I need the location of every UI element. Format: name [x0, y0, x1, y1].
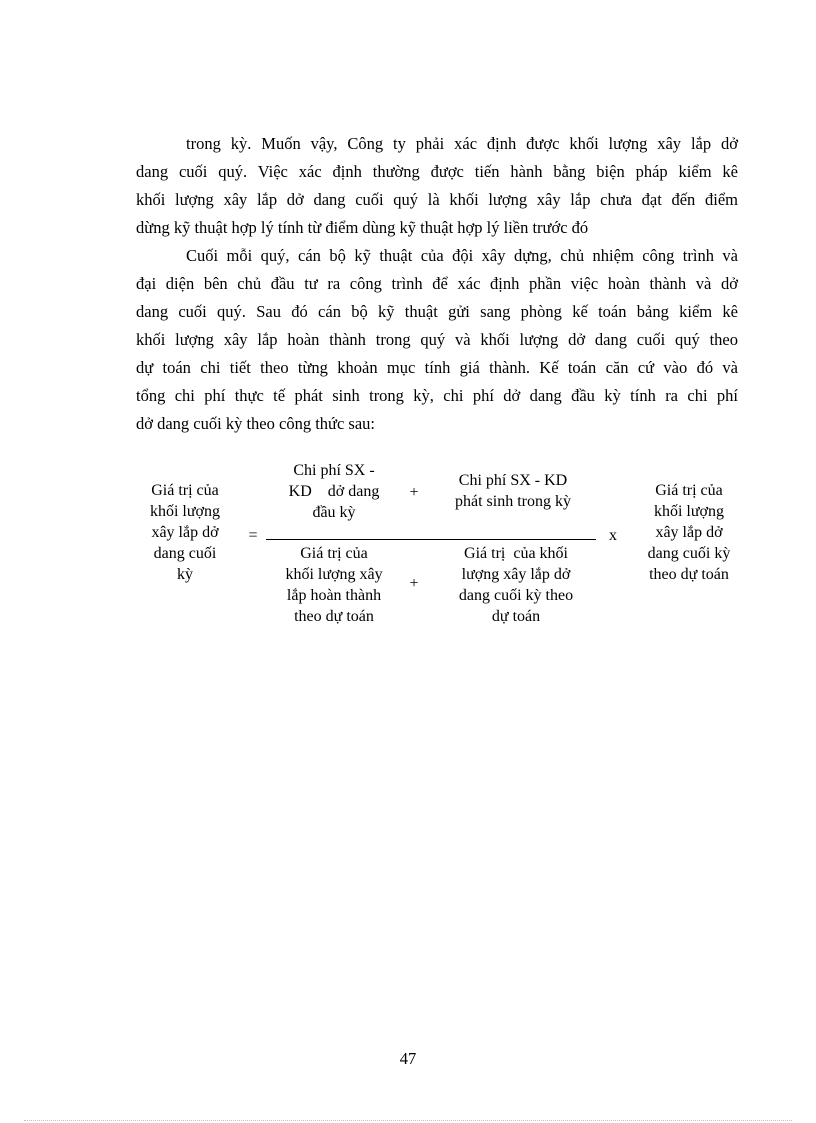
formula-text: theo dự toán	[649, 566, 729, 583]
paragraph-1	[136, 130, 738, 242]
formula-rhs	[630, 480, 748, 585]
formula-lhs	[132, 480, 238, 585]
text-line: dang cuối quý. Sau đó cán bộ kỹ thuật gửi sang phòng kế toán bảng kiểm kê	[136, 302, 738, 321]
plus-sign: +	[409, 484, 419, 501]
equals-sign: =	[248, 527, 258, 544]
formula-text: Chi phí SX - KD	[458, 472, 568, 489]
formula-text: lượng xây lắp dở	[461, 566, 571, 583]
page-bottom-divider	[24, 1120, 792, 1121]
text-line: dở dang cuối kỳ theo công thức sau:	[136, 414, 375, 433]
formula-text: KD dở dang	[288, 483, 380, 500]
plus-sign: +	[409, 575, 419, 592]
fraction-bar	[266, 539, 596, 540]
formula-text: Chi phí SX -	[293, 462, 375, 479]
formula-text: phát sinh trong kỳ	[455, 493, 571, 510]
denominator-completed-value	[270, 543, 398, 627]
text-line: Cuối mỗi quý, cán bộ kỹ thuật của đội xây dựng, chủ nhiệm công trình và	[186, 246, 738, 265]
text-line: dự toán chi tiết theo từng khoản mục tính giá thành. Kế toán căn cứ vào đó và	[136, 358, 738, 377]
numerator-period-cost	[434, 470, 592, 512]
numerator-opening-cost	[270, 460, 398, 523]
formula-text: khối lượng	[149, 503, 221, 520]
formula-text: Giá trị của	[151, 482, 219, 499]
page-number: 47	[399, 1049, 417, 1068]
formula-text: khối lượng xây	[285, 566, 383, 583]
text-line: đại diện bên chủ đầu tư ra công trình để xác định phần việc hoàn thành và dở	[136, 274, 738, 293]
formula-text: kỳ	[177, 566, 193, 583]
formula-text: Giá trị của	[655, 482, 723, 499]
formula-text: xây lắp dở	[151, 524, 219, 541]
text-line: khối lượng xây lắp dở dang cuối quý là khối lượng xây lắp chưa đạt đến điểm	[136, 190, 738, 209]
text-line: khối lượng xây lắp hoàn thành trong quý và khối lượng dở dang cuối quý theo	[136, 330, 738, 349]
text-line: dừng kỹ thuật hợp lý tính từ điểm dùng kỹ thuật hợp lý liền trước đó	[136, 218, 589, 237]
formula-text: dự toán	[491, 608, 541, 625]
formula-text: dang cuối kỳ theo	[458, 587, 574, 604]
formula-text: xây lắp dở	[655, 524, 723, 541]
formula-text: đầu kỳ	[312, 504, 356, 521]
multiply-sign: x	[609, 527, 617, 544]
formula-text: lắp hoàn thành	[286, 587, 382, 604]
formula-text: Giá trị của khối	[464, 545, 568, 562]
text-line: trong kỳ. Muốn vậy, Công ty phải xác định được khối lượng xây lắp dở	[186, 134, 738, 153]
text-line: tổng chi phí thực tế phát sinh trong kỳ, chi phí dở dang đầu kỳ tính ra chi phí	[136, 386, 738, 405]
formula-text: Giá trị của	[300, 545, 368, 562]
cost-formula	[0, 455, 816, 635]
paragraph-2	[136, 242, 738, 438]
formula-text: dang cuối	[153, 545, 217, 562]
text-line: dang cuối quý. Việc xác định thường được tiến hành bằng biện pháp kiểm kê	[136, 162, 738, 181]
formula-text: khối lượng	[653, 503, 725, 520]
formula-text: theo dự toán	[294, 608, 374, 625]
formula-text: dang cuối kỳ	[647, 545, 731, 562]
denominator-wip-value	[440, 543, 592, 627]
